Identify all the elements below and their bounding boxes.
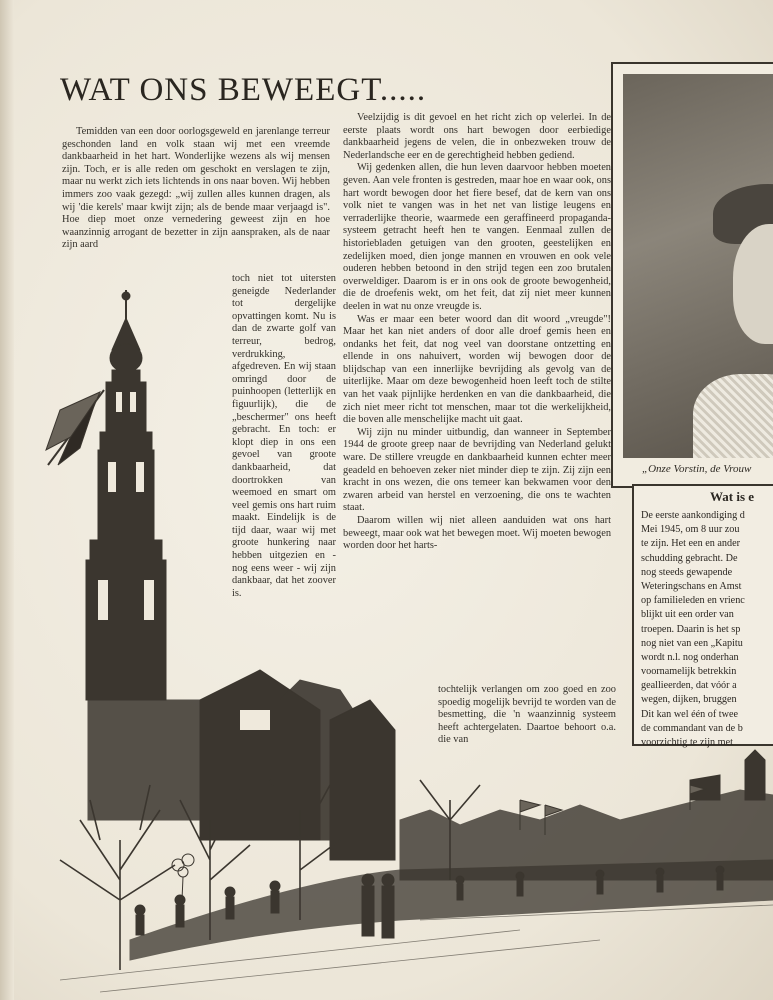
sidebar-line: Mei 1945, om 8 uur zou bbox=[641, 524, 740, 536]
paragraph: Daarom willen wij niet alleen aanduiden wat ons hart beweegt, maar ook wat het bewegen moet. Wij moeten bewogen worden door het harts- bbox=[343, 515, 612, 552]
sidebar-line: te zijn. Het een en ander bbox=[641, 538, 740, 550]
sidebar-title: Wat is e bbox=[710, 489, 755, 504]
article-column-1-intro bbox=[62, 126, 330, 252]
sidebar-line: voornamelijk betrekkin bbox=[641, 666, 737, 678]
sidebar-line: schudding gebracht. De bbox=[641, 552, 738, 564]
sidebar-line: blijkt uit een order van bbox=[641, 609, 734, 621]
sidebar-line: de commandant van de b bbox=[641, 722, 743, 734]
sidebar-line: nog niet van een „Kapitu bbox=[641, 637, 743, 649]
paragraph: Temidden van een door oorlogsgeweld en jarenlange terreur geschonden land en volk staan wij met een vreemde dankbaarheid in het hart. Wonderlijke wezens als wij mensen zijn. Toch, er is alle reden om geschokt en verslagen te zijn, maar nu werkt zich iets lichtends in ons naar boven. Wij hebben immers zoo vaak gezegd: „wij zullen alles kunnen dragen, als wij 'die kerels' maar kwijt zijn; als de bende maar verjaagd is". Hoe diep moet onze vernedering geweest zijn en hoe waanzinnig arrogant de bezetter in zijn aanspraken, als de naar zijn aard bbox=[62, 126, 330, 251]
article-title: WAT ONS BEWEEGT..... bbox=[60, 72, 427, 108]
sidebar-line: De eerste aankondiging d bbox=[641, 510, 745, 521]
sidebar-line: Dit kan wel één of twee bbox=[641, 708, 739, 720]
church-tower-drawing bbox=[86, 290, 208, 820]
paragraph: Was er maar een beter woord dan dit woord „vreugde"! Maar het kan niet anders of door alle droef gemis heen en ondanks het feit, dat nog veel van doorstane ontzetting en ellende in ons nahuivert, worden wij bewogen door de blijdschap van een innerlijke bevrijding als gevolg van de uiterlijke. Maar om deze bewogenheid hoen leeft toch de stilte van het vaak pijnlijke herdenken en van die dankbaarheid, die zich niet meer richt tot menschen, maar tot die werkelijkheid, die boven alle menschelijke macht uit gaat. bbox=[343, 313, 611, 426]
westertoren-crowd-illustration bbox=[0, 280, 773, 1000]
paragraph: Wij zijn nu minder uitbundig, dan wanneer in September 1944 de groote greep naar de bevrijding van Nederland gelukt ware. De stillere vreugde en dankbaarheid kunnen echter meer geadeld en behoeven zeker niet minder diep te zijn. Zij zijn een kracht in ons wezen, die ons temeer kan bekwamen voor den zwaren arbeid van herstel en verzoening, die ons te wachten staat. bbox=[343, 426, 611, 514]
city-skyline-drawing bbox=[400, 750, 773, 880]
paragraph: Veelzijdig is dit gevoel en het richt zich op velerlei. In de eerste plaats wordt ons hart bewogen door eerbiedige dankbaarheid jegens de velen, die in onbezweken trouw de Nederlandsche eer en de gerechtigheid hebben gediend. bbox=[343, 112, 611, 161]
sidebar-line: nog steeds gewapende bbox=[641, 566, 733, 578]
sidebar-line: troepen. Daarin is het sp bbox=[641, 623, 741, 635]
paragraph: tochtelijk verlangen om zoo goed en zoo spoedig mogelijk bevrijd te worden van de besmetting, die 'n waanzinnig systeem heeft achtergelaten. Daartoe behoort o.a. die van bbox=[438, 684, 616, 746]
sidebar-line: wordt n.l. nog onderhan bbox=[641, 651, 739, 663]
sidebar-line: geallieerden, dat vóór a bbox=[641, 680, 737, 692]
paragraph: Wij gedenken allen, die hun leven daarvoor hebben moeten geven. Aan vele fronten is gestreden, maar hoe en waar ook, ons hart wordt bewogen door het fiere besef, dat de kern van ons volk niet te vangen was in het net van listige leugens en verraderlijke theorie, waarmede een geraffineerd propaganda-systeem getracht heeft hen te vangen. Eenmaal zullen de historiebladen getuigen van den grooten, geestelijken en zedelijken moed, dien jonge mannen en vrouwen en ook vele ouderen hebben betoond in den strijd tegen een zoo brutalen overweldiger. Daarom is er in ons ook de groote bewogenheid, die de droefenis wekt, om het feit, dat zij niet meer kunnen deelen in wat nu onze vreugde is. bbox=[343, 162, 611, 312]
sidebar-line: wegen, dijken, bruggen bbox=[641, 694, 737, 706]
sidebar-line: voorzichtig te zijn met bbox=[641, 737, 733, 748]
photo-caption: „Onze Vorstin, de Vrouw bbox=[642, 463, 752, 475]
balloons-drawing bbox=[172, 854, 194, 900]
crowd-drawing bbox=[130, 860, 773, 960]
flag-drawing bbox=[46, 390, 104, 465]
canal-houses-drawing bbox=[200, 670, 395, 860]
paragraph: toch niet tot uitersten geneigde Nederlander tot dergelijke opvattingen komt. Nu is dan de zwarte golf van terreur, bedrog, verdrukking, afgedreven. En wij staan omringd door de puinhoopen (letterlijk en figuurlijk), die de „beschermer" ons heeft gebracht. En toch: er klopt diep in ons een gevoel van groote dankbaarheid, dat doortrokken van weemoed en smart om veel gemis ons hart ruim maakt. Eindelijk is de tijd daar, waar wij met groote hunkering naar hebben uitgezien en - nog eens weer - wij zijn dankbaar, dat het zoover is. bbox=[232, 273, 336, 599]
sidebar-line: Weteringschans en Amst bbox=[641, 580, 742, 592]
sidebar-line: op familieleden en vrienc bbox=[641, 595, 745, 607]
